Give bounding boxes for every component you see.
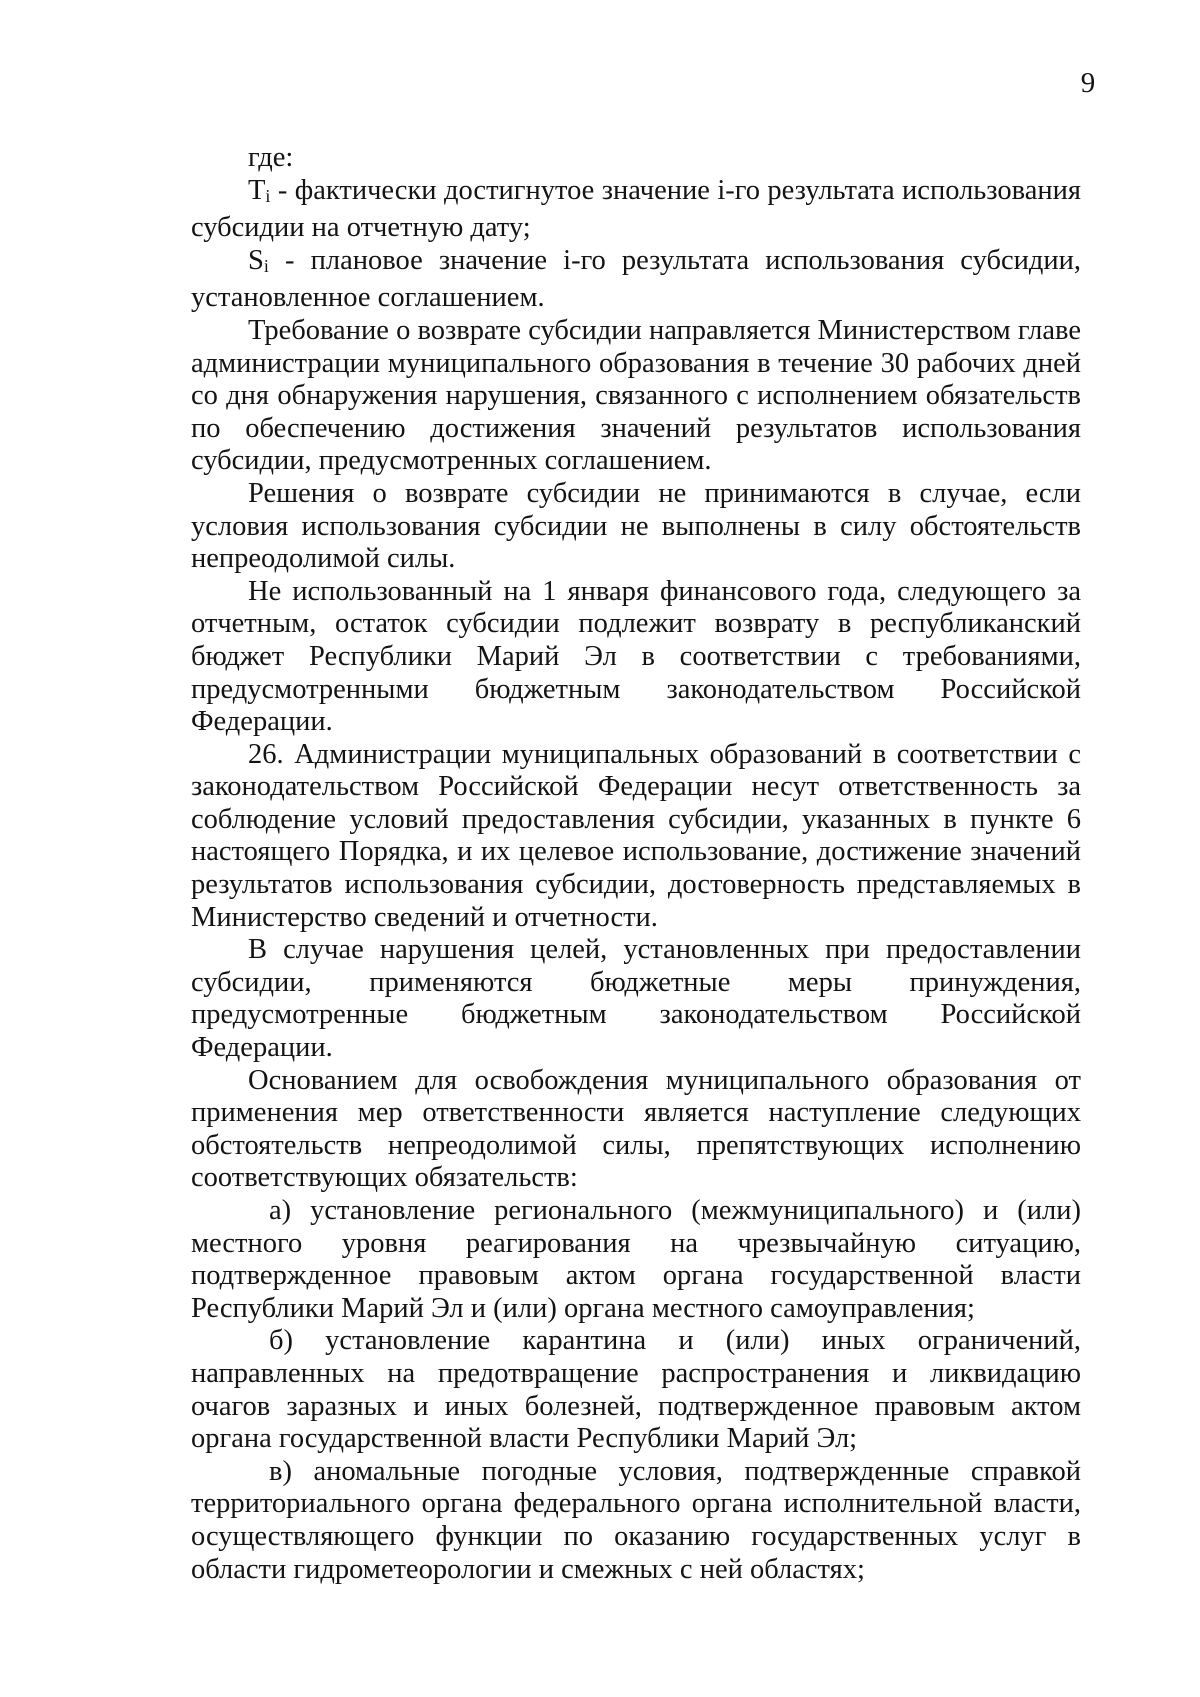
definition-s-text: - плановое значение i-го результата использования субсидии, установленное соглашением.: [191, 244, 1081, 314]
list-item-c: в) аномальные погодные условия, подтвержденные справкой территориального органа федерального органа исполнительной власти, осуществляющего функции по оказанию государственных услуг в области гидрометеорологии и смежных с ней областях;: [191, 1455, 1081, 1585]
paragraph-exemption-grounds: Основанием для освобождения муниципального образования от применения мер ответственности является наступление следующих обстоятельств непреодолимой силы, препятствующих исполнению соответствующих обязательств:: [191, 1064, 1081, 1194]
symbol-s: S: [248, 244, 264, 276]
page-number: 9: [1080, 67, 1096, 99]
subscript-s: i: [263, 255, 269, 276]
paragraph-unused-balance: Не использованный на 1 января финансового года, следующего за отчетным, остаток субсидии подлежит возврату в республиканский бюджет Республики Марий Эл в соответствии с требованиями, предусмотренными бюджетным законодательством Российской Федерации.: [191, 575, 1081, 738]
list-item-b: б) установление карантина и (или) иных ограничений, направленных на предотвращение распространения и ликвидацию очагов заразных и иных болезней, подтвержденное правовым актом органа государственной власти Республики Марий Эл;: [191, 1325, 1081, 1455]
paragraph-refund-decisions: Решения о возврате субсидии не принимаются в случае, если условия использования субсидии не выполнены в силу обстоятельств непреодолимой силы.: [191, 477, 1081, 575]
definition-t-text: - фактически достигнутое значение i-го результата использования субсидии на отчетную дату;: [191, 174, 1081, 244]
paragraph-26-responsibility: 26. Администрации муниципальных образований в соответствии с законодательством Российской Федерации несут ответственность за соблюдение условий предоставления субсидии, указанных в пункте 6 настоящего Порядка, и их целевое использование, достижение значений результатов использования субсидии, достоверность представляемых в Министерство сведений и отчетности.: [191, 738, 1081, 933]
symbol-t: T: [248, 174, 266, 206]
paragraph-refund-request: Требование о возврате субсидии направляется Министерством главе администрации муниципального образования в течение 30 рабочих дней со дня обнаружения нарушения, связанного с исполнением обязательств по обеспечению достижения значений результатов использования субсидии, предусмотренных соглашением.: [191, 314, 1081, 477]
paragraph-violation-measures: В случае нарушения целей, установленных при предоставлении субсидии, применяются бюджетные меры принуждения, предусмотренные бюджетным законодательством Российской Федерации.: [191, 934, 1081, 1064]
definition-s: [191, 245, 1081, 315]
subscript-t: i: [265, 185, 271, 206]
where-label: где:: [248, 142, 294, 173]
document-body: [191, 142, 1081, 1586]
definition-t: [191, 175, 1081, 245]
list-item-a: а) установление регионального (межмуниципального) и (или) местного уровня реагирования на чрезвычайную ситуацию, подтвержденное правовым актом органа государственной власти Республики Марий Эл и (или) органа местного самоуправления;: [191, 1195, 1081, 1324]
